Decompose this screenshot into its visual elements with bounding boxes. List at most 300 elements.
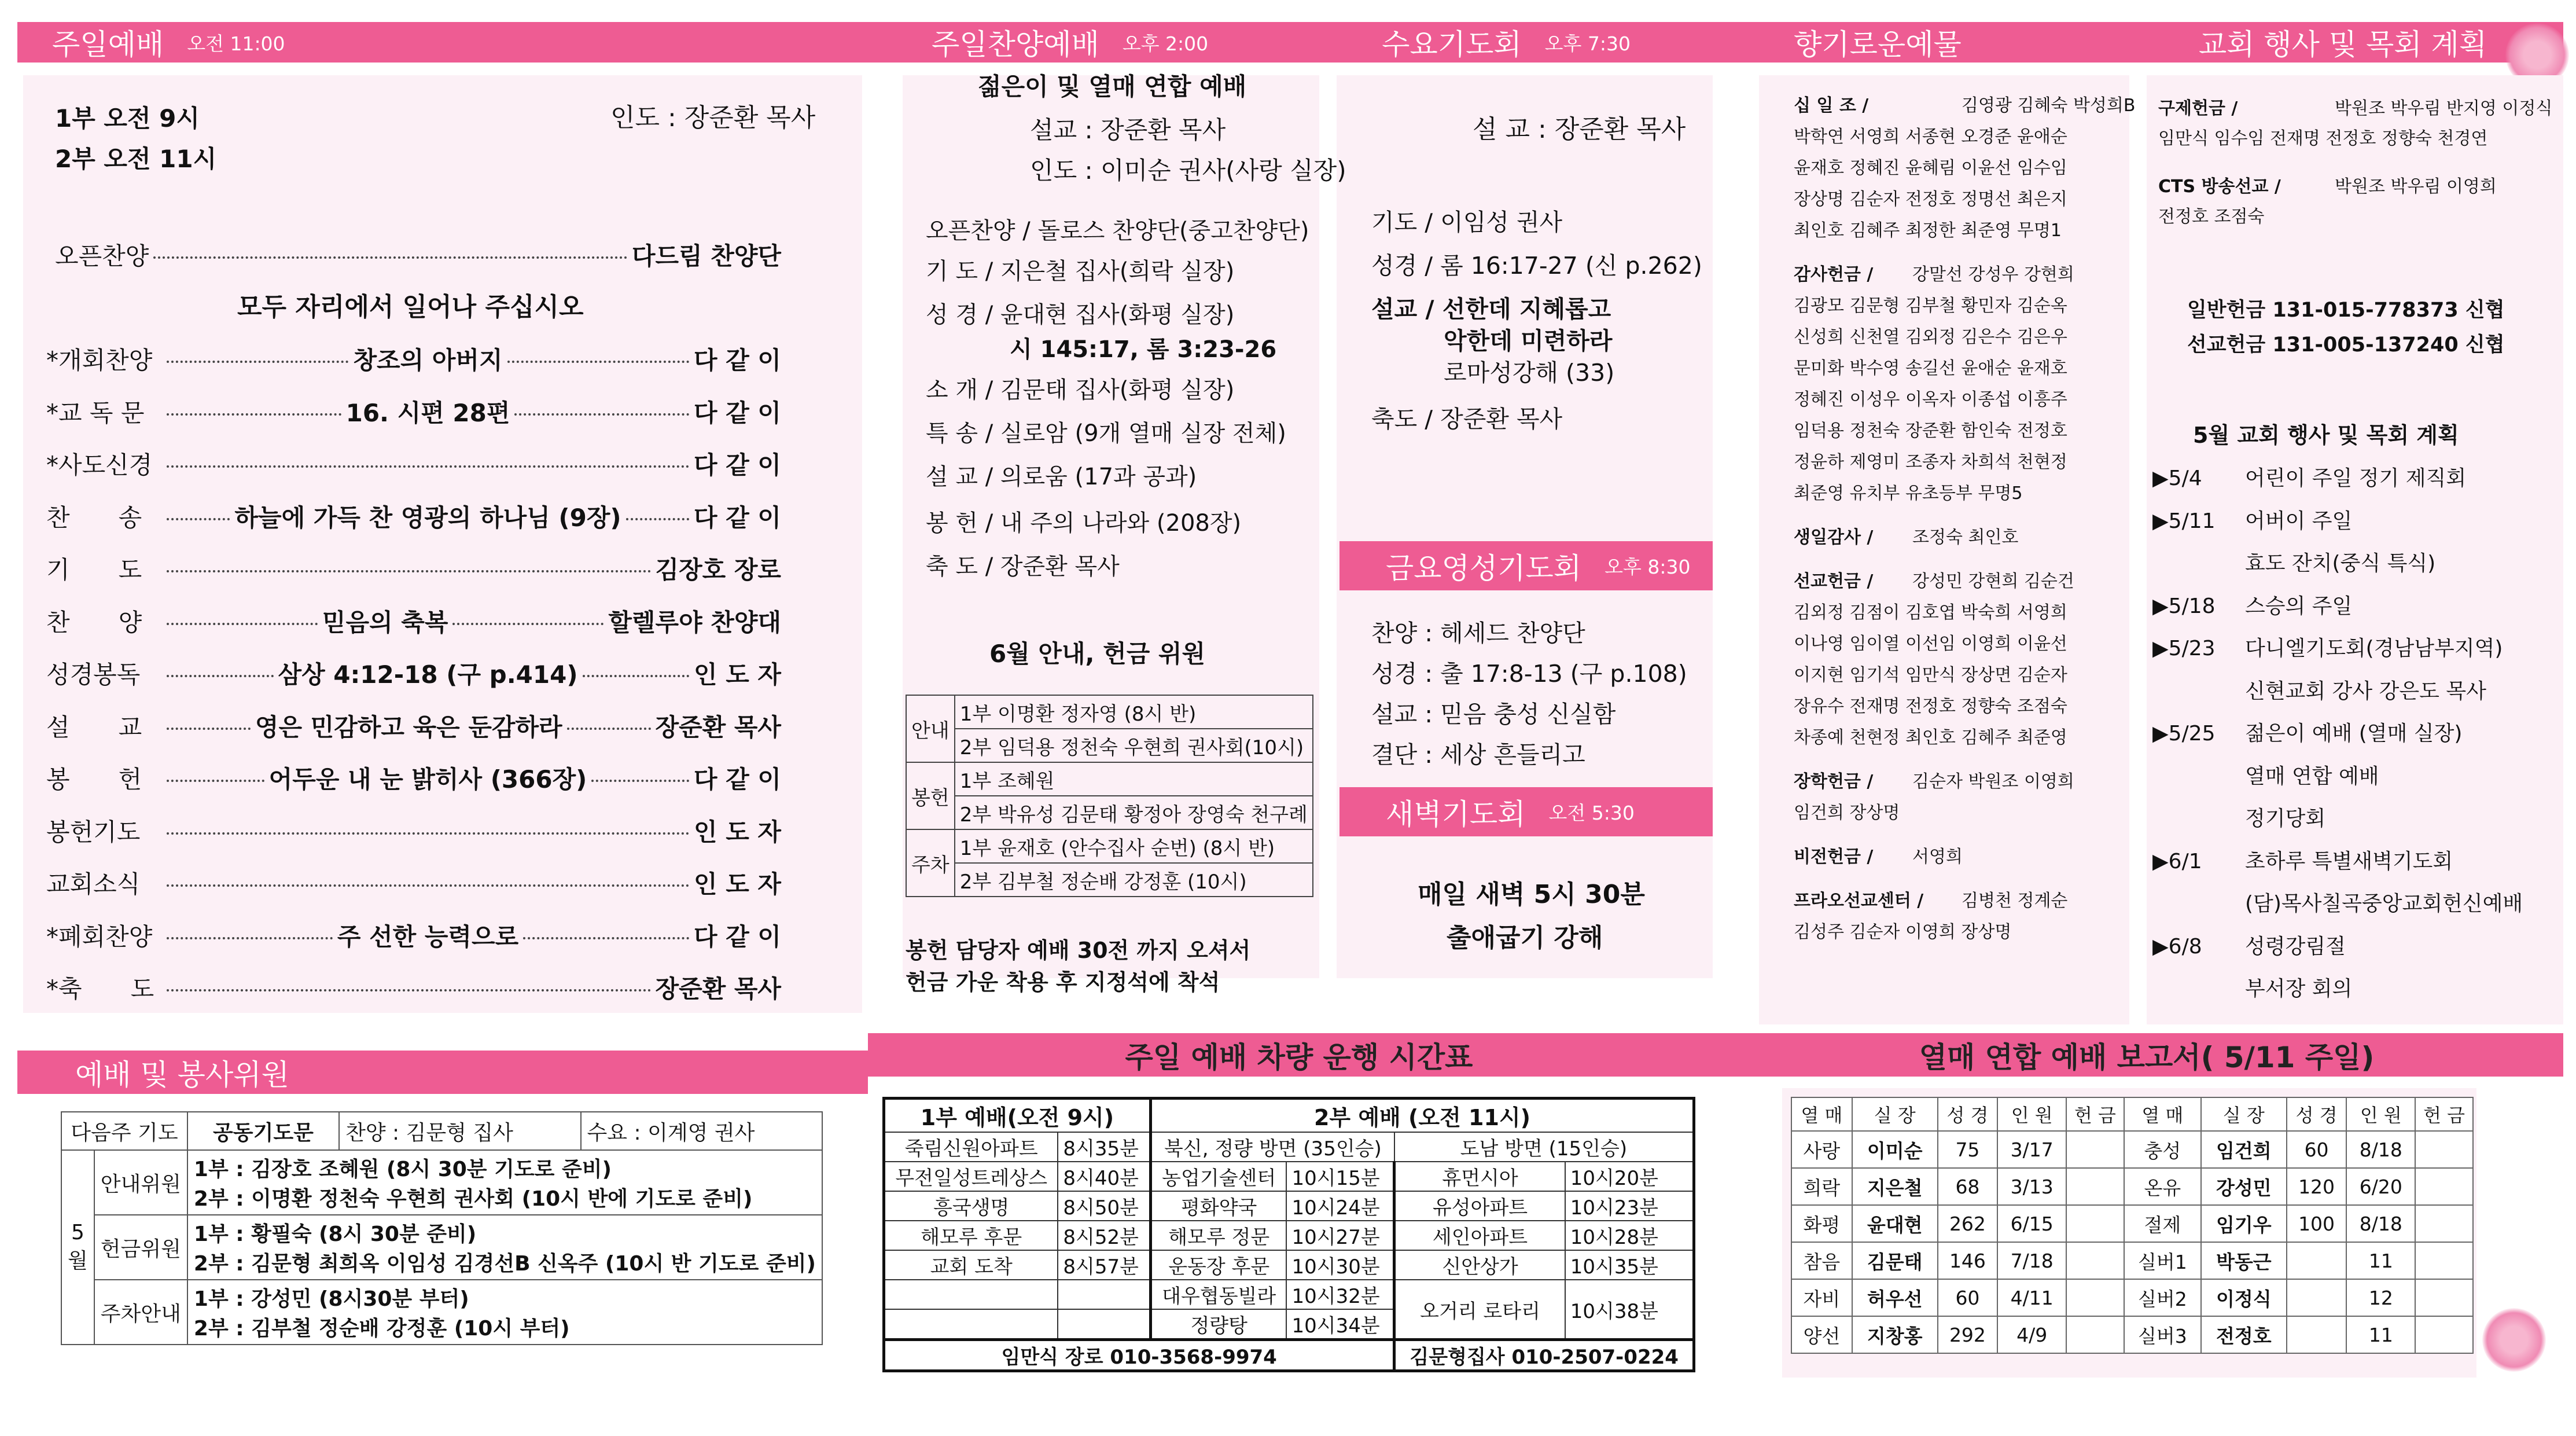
servants-title: 예배 및 봉사위원 [75,1057,289,1092]
order-person: 다 같 이 [694,922,781,951]
order-label: 설 교 [46,713,142,741]
vehicle-time [1058,1280,1150,1309]
report-cell: 희락 [1791,1168,1852,1205]
report-cell: 4/9 [1997,1316,2066,1353]
report-cell: 지창홍 [1852,1316,1938,1353]
report-cell: 4/11 [1997,1279,2066,1316]
praise-item: 소 개 / 김문태 집사(화평 실장) [926,377,1235,403]
wednesday-item: 기도 / 이임성 권사 [1371,208,1563,236]
report-cell: 김문태 [1852,1242,1938,1279]
offering-names: 임건희 장상명 [1794,803,1900,823]
praise-item: 특 송 / 실로암 (9개 열매 실장 전체) [926,420,1286,447]
praise-item: 시 145:17, 롬 3:23-26 [1010,336,1277,363]
open-praise-team: 다드림 찬양단 [631,242,781,270]
order-item: 주 선한 능력으로 [337,922,519,951]
friday-header [1339,541,1713,590]
order-row [46,708,781,743]
relief-label: 구제헌금 / [2158,98,2238,119]
offering-panel [1759,75,2129,1024]
order-label: *사도신경 [46,451,153,479]
offering-names: 윤재호 정혜진 윤혜림 이윤선 임수임 [1794,158,2067,178]
friday-item: 설교 : 믿음 충성 신실함 [1371,700,1616,728]
dot-leader [167,989,651,991]
report-cell: 양선 [1791,1316,1852,1353]
plan-date: ▶5/25 [2152,722,2216,745]
order-row [46,341,781,376]
order-label: *개회찬양 [46,346,153,374]
order-row [46,761,781,795]
report-cell: 75 [1938,1131,1998,1168]
report-cell: 사랑 [1791,1131,1852,1168]
dot-leader [167,413,341,416]
vehicle-stop: 세인아파트 [1394,1221,1565,1250]
friday-item: 성경 : 출 17:8-13 (구 p.108) [1371,660,1687,688]
praise-item: 축 도 / 장준환 목사 [926,553,1120,580]
order-label: 찬 양 [46,608,142,637]
stand-instruction: 모두 자리에서 일어나 주십시오 [237,292,584,322]
report-head: 실 장 [1852,1097,1938,1131]
order-item: 16. 시편 28편 [345,398,510,427]
dot-leader [567,728,651,730]
report-cell: 120 [2287,1168,2347,1205]
parking-first: 1부 : 강성민 (8시30분 부터) [193,1287,469,1311]
dawn-title: 새벽기도회 [1386,797,1526,831]
report-cell: 12 [2346,1279,2415,1316]
report-cell: 100 [2287,1205,2347,1242]
report-cell: 윤대현 [1852,1205,1938,1242]
plan-date: ▶6/1 [2152,849,2202,873]
vehicle-time: 10시35분 [1565,1250,1694,1280]
offering-names: 김순자 박원조 이영희 [1912,772,2074,792]
june-table [906,695,1313,897]
offering-servant-label: 헌금위원 [94,1215,187,1280]
vehicle-head-2: 2부 예배 (오전 11시) [1150,1099,1694,1133]
relief-names-2: 임만식 임수임 전재명 전정호 정향숙 천경연 [2158,128,2488,149]
june-category: 안내 [906,695,955,762]
praise-subtitle: 젊은이 및 열매 연합 예배 [978,72,1247,101]
parking-second: 2부 : 김부철 정순배 강정훈 (10시 부터) [193,1317,570,1340]
report-head: 헌 금 [2415,1097,2473,1131]
offering-names: 최인호 김혜주 최정한 최준영 무명1 [1794,221,2062,241]
offering-names: 박학연 서영희 서종현 오경준 윤애순 [1794,127,2067,147]
offering-names: 이지현 임기석 임만식 장상면 김순자 [1794,665,2067,685]
order-label: 봉 헌 [46,765,142,794]
offering-category: 프라오선교센터 / [1794,891,1924,911]
plan-text: (담)목사칠곡중앙교회헌신예배 [2245,892,2523,916]
order-label: 찬 송 [46,503,142,532]
vehicle-stop: 신안상가 [1394,1250,1565,1280]
order-label: 봉헌기도 [46,817,141,846]
plan-text: 다니엘기도회(경남남부지역) [2245,637,2503,660]
vehicle-table [882,1097,1695,1372]
wednesday-item: 축도 / 장준환 목사 [1371,405,1563,433]
order-person: 장준환 목사 [655,713,781,741]
vehicle-stop: 무전일성트레상스 [884,1162,1058,1191]
relief-names-1: 박원조 박우림 반지영 이정식 [2335,98,2553,119]
offering-title: 향기로운예물 [1794,28,1962,61]
vehicle-contact-2: 김문형집사 010-2507-0224 [1394,1340,1694,1371]
report-cell: 7/18 [1997,1242,2066,1279]
report-head: 인 원 [1997,1097,2066,1131]
offering-names: 김병천 정계순 [1962,891,2068,911]
vehicle-time: 8시57분 [1058,1250,1150,1280]
report-cell: 8/18 [2346,1205,2415,1242]
offering-category: 십 일 조 / [1794,96,1869,116]
praise-preacher: 설교 : 장준환 목사 [1030,116,1226,144]
servants-table [61,1111,823,1345]
vehicle-stop: 오거리 로타리 [1394,1280,1565,1340]
offering-note-1: 봉헌 담당자 예배 30전 까지 오셔서 [906,938,1251,963]
vehicle-stop [884,1280,1058,1309]
order-person: 다 같 이 [694,346,781,374]
report-cell: 6/20 [2346,1168,2415,1205]
order-row [46,394,781,429]
friday-title: 금요영성기도회 [1386,551,1582,585]
plan-text: 어린이 주일 정기 제직회 [2245,467,2467,490]
report-head: 헌 금 [2066,1097,2124,1131]
order-row [46,970,781,1005]
plan-date: ▶5/23 [2152,637,2216,660]
vehicle-time: 10시27분 [1286,1221,1394,1250]
vehicle-stop [884,1309,1058,1340]
order-row [46,551,781,586]
plan-text: 부서장 회의 [2245,977,2353,1001]
order-label: 성경봉독 [46,660,141,689]
report-cell: 3/17 [1997,1131,2066,1168]
praise-leader: 인도 : 이미순 권사(사랑 실장) [1030,156,1346,185]
offering-names: 강말선 강성우 강현희 [1912,265,2074,285]
wednesday-time: 오후 7:30 [1544,32,1631,55]
june-row: 1부 윤재호 (안수집사 순번) (8시 반) [955,829,1313,863]
sunday-header [17,22,868,63]
dot-leader [167,623,318,625]
wednesday-preacher: 설 교 : 장준환 목사 [1473,115,1686,144]
report-cell [2287,1316,2347,1353]
offering-note-2: 헌금 가운 착용 후 지정석에 착석 [906,969,1220,995]
report-cell: 지은철 [1852,1168,1938,1205]
report-head: 성 경 [1938,1097,1998,1131]
offering-names: 문미화 박수영 송길선 윤애순 윤재호 [1794,358,2067,379]
offering-names: 임덕용 정천숙 장준환 함인숙 전정호 [1794,421,2067,441]
dot-leader [167,937,333,939]
vehicle-stop: 죽림신원아파트 [884,1132,1058,1162]
dot-leader [626,518,689,520]
open-praise-line [55,237,781,272]
report-cell: 절제 [2124,1205,2201,1242]
report-table [1791,1097,2474,1354]
sunday-time: 오전 11:00 [187,32,285,55]
offering-category: 생일감사 / [1794,527,1874,548]
plan-title: 5월 교회 행사 및 목회 계획 [2193,423,2459,448]
order-label: *폐회찬양 [46,922,153,951]
vehicle-time: 10시34분 [1286,1309,1394,1340]
order-person: 다 같 이 [694,765,782,794]
vehicle-head-1: 1부 예배(오전 9시) [884,1099,1151,1133]
offering-names: 차종예 천현정 최인호 김혜주 최준영 [1794,728,2067,748]
praise-item: 성 경 / 윤대현 집사(화평 실장) [926,302,1235,328]
cts-names-2: 전정호 조점숙 [2158,207,2265,227]
right-header-band [1742,22,2563,63]
friday-time: 오후 8:30 [1605,556,1691,578]
order-item: 삼상 4:12-18 (구 p.414) [278,660,578,689]
first-service-time: 1부 오전 9시 [55,104,200,133]
vehicle-route-2: 도남 방면 (15인승) [1394,1132,1694,1162]
report-cell: 292 [1938,1316,1998,1353]
order-item: 믿음의 축복 [322,608,448,637]
vehicle-time: 8시52분 [1058,1221,1150,1250]
plan-text: 초하루 특별새벽기도회 [2245,849,2453,873]
friday-item: 찬양 : 헤세드 찬양단 [1371,619,1585,647]
vehicle-time [1058,1309,1150,1340]
report-cell: 임건희 [2201,1131,2287,1168]
vehicle-time: 10시38분 [1565,1280,1694,1340]
plan-text: 젊은이 예배 (열매 실장) [2245,722,2463,745]
vehicle-stop: 휴먼시아 [1394,1162,1565,1191]
vehicle-stop: 유성아파트 [1394,1191,1565,1221]
offering-names: 신성희 신천열 김외정 김은수 김은우 [1794,327,2067,347]
second-service-time: 2부 오전 11시 [55,145,217,173]
offering-names: 장유수 전재명 전정호 정향숙 조점숙 [1794,696,2067,717]
offering-servant-first: 1부 : 황필숙 (8시 30분 준비) [193,1222,477,1246]
order-row [46,499,781,534]
order-item: 하늘에 가득 찬 영광의 하나님 (9장) [234,503,621,532]
dot-leader [167,361,348,363]
report-cell [2415,1168,2473,1205]
report-cell [2415,1131,2473,1168]
june-row: 1부 조혜원 [955,762,1313,796]
vehicle-stop: 농업기술센터 [1150,1162,1286,1191]
june-row: 2부 임덕용 정천숙 우현희 권사회(10시) [955,729,1313,762]
praise-header-band [868,22,1742,63]
wednesday-title: 수요기도회 [1382,28,1522,61]
vehicle-stop: 흥국생명 [884,1191,1058,1221]
dawn-header [1339,787,1713,836]
servants-header [17,1051,868,1094]
report-cell: 6/15 [1997,1205,2066,1242]
order-label: *축 도 [46,975,154,1003]
report-head: 성 경 [2287,1097,2347,1131]
report-title: 열매 연합 예배 보고서( 5/11 주일) [1919,1040,2375,1074]
dot-leader [167,465,689,468]
dot-leader [167,780,264,782]
dot-leader [452,623,603,625]
june-row: 1부 이명환 정자영 (8시 반) [955,695,1313,729]
offering-names: 김영광 김혜숙 박성희B [1962,96,2136,116]
report-cell [2287,1279,2347,1316]
offering-names: 김광모 김문형 김부철 황민자 김순옥 [1794,296,2067,316]
report-cell: 3/13 [1997,1168,2066,1205]
offering-names: 김외정 김점이 김호엽 박숙희 서영희 [1794,603,2067,623]
report-cell: 68 [1938,1168,1998,1205]
mission-account: 선교헌금 131-005-137240 신협 [2187,333,2505,357]
vehicle-time: 8시35분 [1058,1132,1150,1162]
offering-names: 정혜진 이성우 이옥자 이종섭 이흥주 [1794,390,2067,410]
dot-leader [167,675,274,677]
order-row [46,604,781,638]
vehicle-stop: 해모루 후문 [884,1221,1058,1250]
vehicle-time: 10시24분 [1286,1191,1394,1221]
offering-category: 비전헌금 / [1794,847,1874,867]
report-cell: 60 [1938,1279,1998,1316]
order-item: 어두운 내 눈 밝히사 (366장) [268,765,587,794]
report-cell: 146 [1938,1242,1998,1279]
report-cell [2066,1242,2124,1279]
order-row [46,446,781,481]
report-cell [2066,1131,2124,1168]
dot-leader [167,570,651,572]
praise-title: 주일찬양예배 [932,28,1099,61]
order-label: 기 도 [46,556,142,584]
report-cell: 실버1 [2124,1242,2201,1279]
offering-names: 김성주 김순자 이영희 장상명 [1794,922,2012,942]
praise-servant: 찬양 : 김문형 집사 [339,1112,580,1150]
report-cell: 자비 [1791,1279,1852,1316]
order-person: 인 도 자 [694,817,781,846]
order-item: 창조의 아버지 [353,346,503,374]
vehicle-time: 8시50분 [1058,1191,1150,1221]
plan-text: 성령강림절 [2245,934,2346,958]
report-cell [2415,1279,2473,1316]
plan-text: 열매 연합 예배 [2245,764,2379,788]
dot-leader [583,675,690,677]
vehicle-time: 8시40분 [1058,1162,1150,1191]
report-cell: 실버3 [2124,1316,2201,1353]
wednesday-item: 로마성강해 (33) [1444,359,1615,387]
vehicle-stop: 정량탕 [1150,1309,1286,1340]
report-cell [2415,1205,2473,1242]
offering-names: 조정숙 최인호 [1912,527,2019,548]
report-cell: 강성민 [2201,1168,2287,1205]
report-cell: 온유 [2124,1168,2201,1205]
plan-text: 정기당회 [2245,807,2326,831]
vehicle-title: 주일 예배 차량 운행 시간표 [1125,1040,1473,1074]
report-cell [2066,1316,2124,1353]
dawn-study: 출애굽기 강해 [1447,923,1603,953]
praise-item: 기 도 / 지은철 집사(희락 실장) [926,258,1235,285]
cts-label: CTS 방송선교 / [2158,177,2281,197]
vehicle-time: 10시28분 [1565,1221,1694,1250]
wednesday-item: 악한데 미련하라 [1444,327,1613,355]
vehicle-stop: 교회 도착 [884,1250,1058,1280]
report-cell: 60 [2287,1131,2347,1168]
offering-category: 장학헌금 / [1794,772,1874,792]
order-person: 다 같 이 [694,451,781,479]
events-title: 교회 행사 및 목회 계획 [2198,28,2487,61]
report-cell [2287,1242,2347,1279]
general-account: 일반헌금 131-015-778373 신협 [2187,299,2505,322]
dawn-schedule: 매일 새벽 5시 30분 [1418,880,1645,909]
month-label: 5 월 [61,1150,94,1345]
plan-text: 신현교회 강사 강은도 목사 [2245,679,2486,703]
dot-leader [167,832,689,835]
report-cell [2415,1316,2473,1353]
sunday-title: 주일예배 [52,28,164,61]
dawn-time: 오전 5:30 [1548,802,1635,824]
report-cell: 임기우 [2201,1205,2287,1242]
june-row: 2부 박유성 김문태 황정아 장영숙 천구례 [955,796,1313,829]
plan-text: 스승의 주일 [2245,594,2353,618]
june-category: 주차 [906,829,955,897]
vehicle-time: 10시23분 [1565,1191,1694,1221]
usher-first: 1부 : 김장호 조혜원 (8시 30분 기도로 준비) [193,1158,612,1181]
praise-item: 오픈찬양 / 돌로스 찬양단(중고찬양단) [926,218,1309,244]
vehicle-header [868,1033,1730,1077]
order-person: 인 도 자 [694,870,781,898]
report-cell [2066,1279,2124,1316]
vehicle-stop: 해모루 정문 [1150,1221,1286,1250]
june-category: 봉헌 [906,762,955,829]
order-person: 할렐루야 찬양대 [608,608,781,637]
praise-item: 봉 헌 / 내 주의 나라와 (208장) [926,510,1242,537]
report-cell: 전정호 [2201,1316,2287,1353]
praise-time: 오후 2:00 [1122,32,1209,55]
report-head: 인 원 [2346,1097,2415,1131]
vehicle-time: 10시32분 [1286,1280,1394,1309]
report-cell: 8/18 [2346,1131,2415,1168]
order-person: 김장호 장로 [655,556,781,584]
vehicle-stop: 대우협동빌라 [1150,1280,1286,1309]
vehicle-stop: 평화약국 [1150,1191,1286,1221]
wednesday-servant: 수요 : 이계영 권사 [581,1112,822,1150]
report-cell: 262 [1938,1205,1998,1242]
order-label: *교 독 문 [46,398,145,427]
plan-date: ▶6/8 [2152,934,2202,958]
order-person: 다 같 이 [694,503,782,532]
wednesday-item: 성경 / 롬 16:17-27 (신 p.262) [1371,252,1702,280]
dot-leader [507,361,689,363]
plan-date: ▶5/11 [2152,509,2216,533]
report-cell: 11 [2346,1242,2415,1279]
order-row [46,813,781,848]
sunday-leader: 인도 : 장준환 목사 [610,103,816,133]
report-cell: 허우선 [1852,1279,1938,1316]
dot-leader [591,780,689,782]
dot-leader [523,937,689,939]
offering-names: 이나영 임이열 이선임 이영희 이윤선 [1794,634,2067,654]
praise-item: 설 교 / 의로움 (17과 공과) [926,464,1197,490]
common-prayer: 공동기도문 [187,1112,339,1150]
report-header [1730,1033,2563,1077]
report-cell: 충성 [2124,1131,2201,1168]
plan-date: ▶5/18 [2152,594,2216,618]
vehicle-route-1: 북신, 정량 방면 (35인승) [1150,1132,1394,1162]
parking-label: 주차안내 [94,1280,187,1345]
report-cell [2066,1168,2124,1205]
dot-leader [167,518,230,520]
offering-names: 장상명 김순자 전정호 정명선 최은지 [1794,189,2067,210]
report-cell: 참음 [1791,1242,1852,1279]
vehicle-stop: 운동장 후문 [1150,1250,1286,1280]
wednesday-item: 설교 / 선한데 지혜롭고 [1371,295,1611,323]
next-week-prayer-label: 다음주 기도 [61,1112,187,1150]
offering-category: 감사헌금 / [1794,265,1874,285]
report-cell [2415,1242,2473,1279]
dot-leader [167,728,251,730]
report-cell [2066,1205,2124,1242]
report-cell: 화평 [1791,1205,1852,1242]
offering-category: 선교헌금 / [1794,571,1874,592]
usher-second: 2부 : 이명환 정천숙 우현희 권사회 (10시 반에 기도로 준비) [193,1187,753,1211]
report-cell: 실버2 [2124,1279,2201,1316]
flower-decoration-bottom [2482,1308,2546,1372]
order-person: 다 같 이 [694,398,781,427]
order-row [46,656,781,691]
cts-names-1: 박원조 박우림 이영희 [2335,177,2497,197]
offering-names: 최준영 유치부 유초등부 무명5 [1794,483,2023,504]
order-person: 인 도 자 [694,660,782,689]
order-row [46,865,781,900]
report-head: 실 장 [2201,1097,2287,1131]
